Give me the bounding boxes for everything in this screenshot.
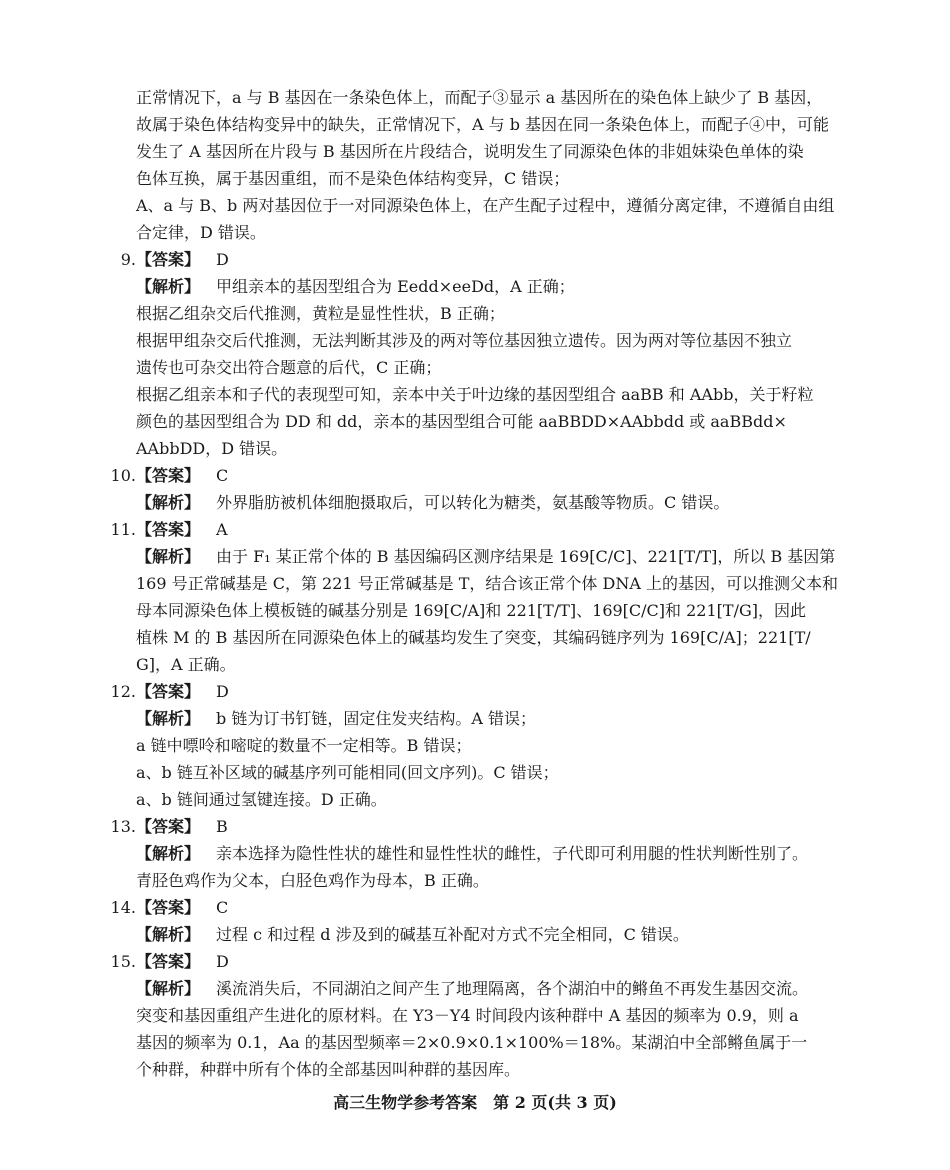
intro-paragraph bbox=[108, 84, 843, 246]
answer-label: 【答案】 bbox=[136, 898, 201, 917]
analysis-label: 【解析】 bbox=[136, 493, 201, 512]
answer-label: 【答案】 bbox=[136, 952, 201, 971]
analysis-line: a 链中嘌呤和嘧啶的数量不一定相等。B 错误； bbox=[136, 736, 472, 755]
analysis-line: 169 号正常碱基是 C，第 221 号正常碱基是 T，结合该正常个体 DNA 上的基因，可以推测父本和 bbox=[136, 574, 838, 593]
analysis-line: 母本同源染色体上模板链的碱基分别是 169[C/A]和 221[T/T]、169[C/C]和 221[T/G]，因此 bbox=[136, 601, 806, 620]
answer-label: 【答案】 bbox=[136, 817, 201, 836]
analysis-line: 根据乙组杂交后代推测，黄粒是显性性状，B 正确； bbox=[136, 304, 505, 323]
question-number: 9. bbox=[120, 250, 136, 269]
analysis-label: 【解析】 bbox=[136, 547, 201, 566]
answer-value: C bbox=[216, 466, 229, 485]
analysis-label: 【解析】 bbox=[136, 277, 201, 296]
answer-label: 【答案】 bbox=[136, 682, 201, 701]
analysis-label: 【解析】 bbox=[136, 979, 201, 998]
intro-line: 正常情况下，a 与 B 基因在一条染色体上，而配子③显示 a 基因所在的染色体上缺少了 B 基因， bbox=[136, 88, 823, 107]
intro-line: 发生了 A 基因所在片段与 B 基因所在片段结合，说明发生了同源染色体的非姐妹染色单体的染 bbox=[136, 142, 804, 161]
answer-line bbox=[108, 894, 843, 921]
analysis-line bbox=[108, 921, 843, 948]
question-item bbox=[108, 246, 843, 462]
analysis-text: 过程 c 和过程 d 涉及到的碱基互补配对方式不完全相同，C 错误。 bbox=[216, 925, 689, 944]
analysis-label: 【解析】 bbox=[136, 844, 201, 863]
analysis-line: 根据乙组亲本和子代的表现型可知，亲本中关于叶边缘的基因型组合 aaBB 和 AAbb，关于籽粒 bbox=[136, 385, 814, 404]
page-footer: 高三生物学参考答案 第 2 页(共 3 页) bbox=[333, 1093, 617, 1112]
analysis-text: b 链为订书钉链，固定住发夹结构。A 错误； bbox=[216, 709, 536, 728]
analysis-line bbox=[108, 975, 843, 1002]
question-item bbox=[108, 678, 843, 813]
question-item bbox=[108, 948, 843, 1083]
analysis-line bbox=[108, 543, 843, 570]
answer-line bbox=[108, 948, 843, 975]
analysis-line bbox=[108, 273, 843, 300]
answer-value: A bbox=[216, 520, 228, 539]
analysis-line: 颜色的基因型组合为 DD 和 dd，亲本的基因型组合可能 aaBBDD×AAbbdd 或 aaBBdd× bbox=[136, 412, 787, 431]
answer-label: 【答案】 bbox=[136, 466, 201, 485]
question-number: 14. bbox=[110, 898, 136, 917]
answer-value: D bbox=[216, 250, 229, 269]
analysis-label: 【解析】 bbox=[136, 925, 201, 944]
question-number: 11. bbox=[110, 520, 136, 539]
answer-line bbox=[108, 678, 843, 705]
analysis-line: 遗传也可杂交出符合题意的后代，C 正确； bbox=[136, 358, 442, 377]
analysis-text: 由于 F₁ 某正常个体的 B 基因编码区测序结果是 169[C/C]、221[T/T]，所以 B 基因第 bbox=[216, 547, 836, 566]
analysis-line: 基因的频率为 0.1，Aa 的基因型频率＝2×0.9×0.1×100%＝18%。某湖泊中全部鳉鱼属于一 bbox=[136, 1033, 808, 1052]
analysis-line: AAbbDD，D 错误。 bbox=[136, 439, 288, 458]
analysis-line: 突变和基因重组产生进化的原材料。在 Y3－Y4 时间段内该种群中 A 基因的频率为 0.9，则 a bbox=[136, 1006, 799, 1025]
intro-line: 合定律，D 错误。 bbox=[136, 223, 266, 242]
analysis-line: a、b 链互补区域的碱基序列可能相同(回文序列)。C 错误； bbox=[136, 763, 559, 782]
analysis-text: 亲本选择为隐性性状的雄性和显性性状的雌性，子代即可利用腿的性状判断性别了。 bbox=[216, 844, 809, 863]
question-number: 12. bbox=[110, 682, 136, 701]
answer-value: C bbox=[216, 898, 229, 917]
analysis-text: 甲组亲本的基因型组合为 Eedd×eeDd，A 正确； bbox=[216, 277, 575, 296]
answer-line bbox=[108, 813, 843, 840]
analysis-text: 外界脂肪被机体细胞摄取后，可以转化为糖类，氨基酸等物质。C 错误。 bbox=[216, 493, 730, 512]
analysis-line: 青胫色鸡作为父本，白胫色鸡作为母本，B 正确。 bbox=[136, 871, 489, 890]
analysis-line: a、b 链间通过氢键连接。D 正确。 bbox=[136, 790, 387, 809]
question-item bbox=[108, 813, 843, 894]
question-item bbox=[108, 894, 843, 948]
question-list bbox=[108, 246, 843, 1083]
intro-line: 故属于染色体结构变异中的缺失，正常情况下，A 与 b 基因在同一条染色体上，而配子④中，可能 bbox=[136, 115, 830, 134]
analysis-line: 植株 M 的 B 基因所在同源染色体上的碱基均发生了突变，其编码链序列为 169[C/A]；221[T/ bbox=[136, 628, 811, 647]
intro-line: 色体互换，属于基因重组，而不是染色体结构变异，C 错误； bbox=[136, 169, 570, 188]
analysis-text: 溪流消失后，不同湖泊之间产生了地理隔离，各个湖泊中的鳉鱼不再发生基因交流。 bbox=[216, 979, 809, 998]
answer-label: 【答案】 bbox=[136, 520, 201, 539]
answer-content bbox=[108, 84, 843, 1083]
question-number: 10. bbox=[110, 466, 136, 485]
question-item bbox=[108, 516, 843, 678]
analysis-label: 【解析】 bbox=[136, 709, 201, 728]
answer-value: D bbox=[216, 682, 229, 701]
question-number: 13. bbox=[110, 817, 136, 836]
answer-label: 【答案】 bbox=[136, 250, 201, 269]
analysis-line bbox=[108, 840, 843, 867]
question-item bbox=[108, 462, 843, 516]
answer-value: B bbox=[216, 817, 228, 836]
analysis-line bbox=[108, 489, 843, 516]
analysis-line bbox=[108, 705, 843, 732]
analysis-line: 根据甲组杂交后代推测，无法判断其涉及的两对等位基因独立遗传。因为两对等位基因不独立 bbox=[136, 331, 793, 350]
analysis-line: 个种群，种群中所有个体的全部基因叫种群的基因库。 bbox=[136, 1060, 521, 1079]
answer-line bbox=[108, 462, 843, 489]
answer-value: D bbox=[216, 952, 229, 971]
answer-line bbox=[108, 516, 843, 543]
answer-line bbox=[108, 246, 843, 273]
question-number: 15. bbox=[110, 952, 136, 971]
analysis-line: G]，A 正确。 bbox=[136, 655, 236, 674]
intro-line: A、a 与 B、b 两对基因位于一对同源染色体上，在产生配子过程中，遵循分离定律，不遵循自由组 bbox=[136, 196, 835, 215]
